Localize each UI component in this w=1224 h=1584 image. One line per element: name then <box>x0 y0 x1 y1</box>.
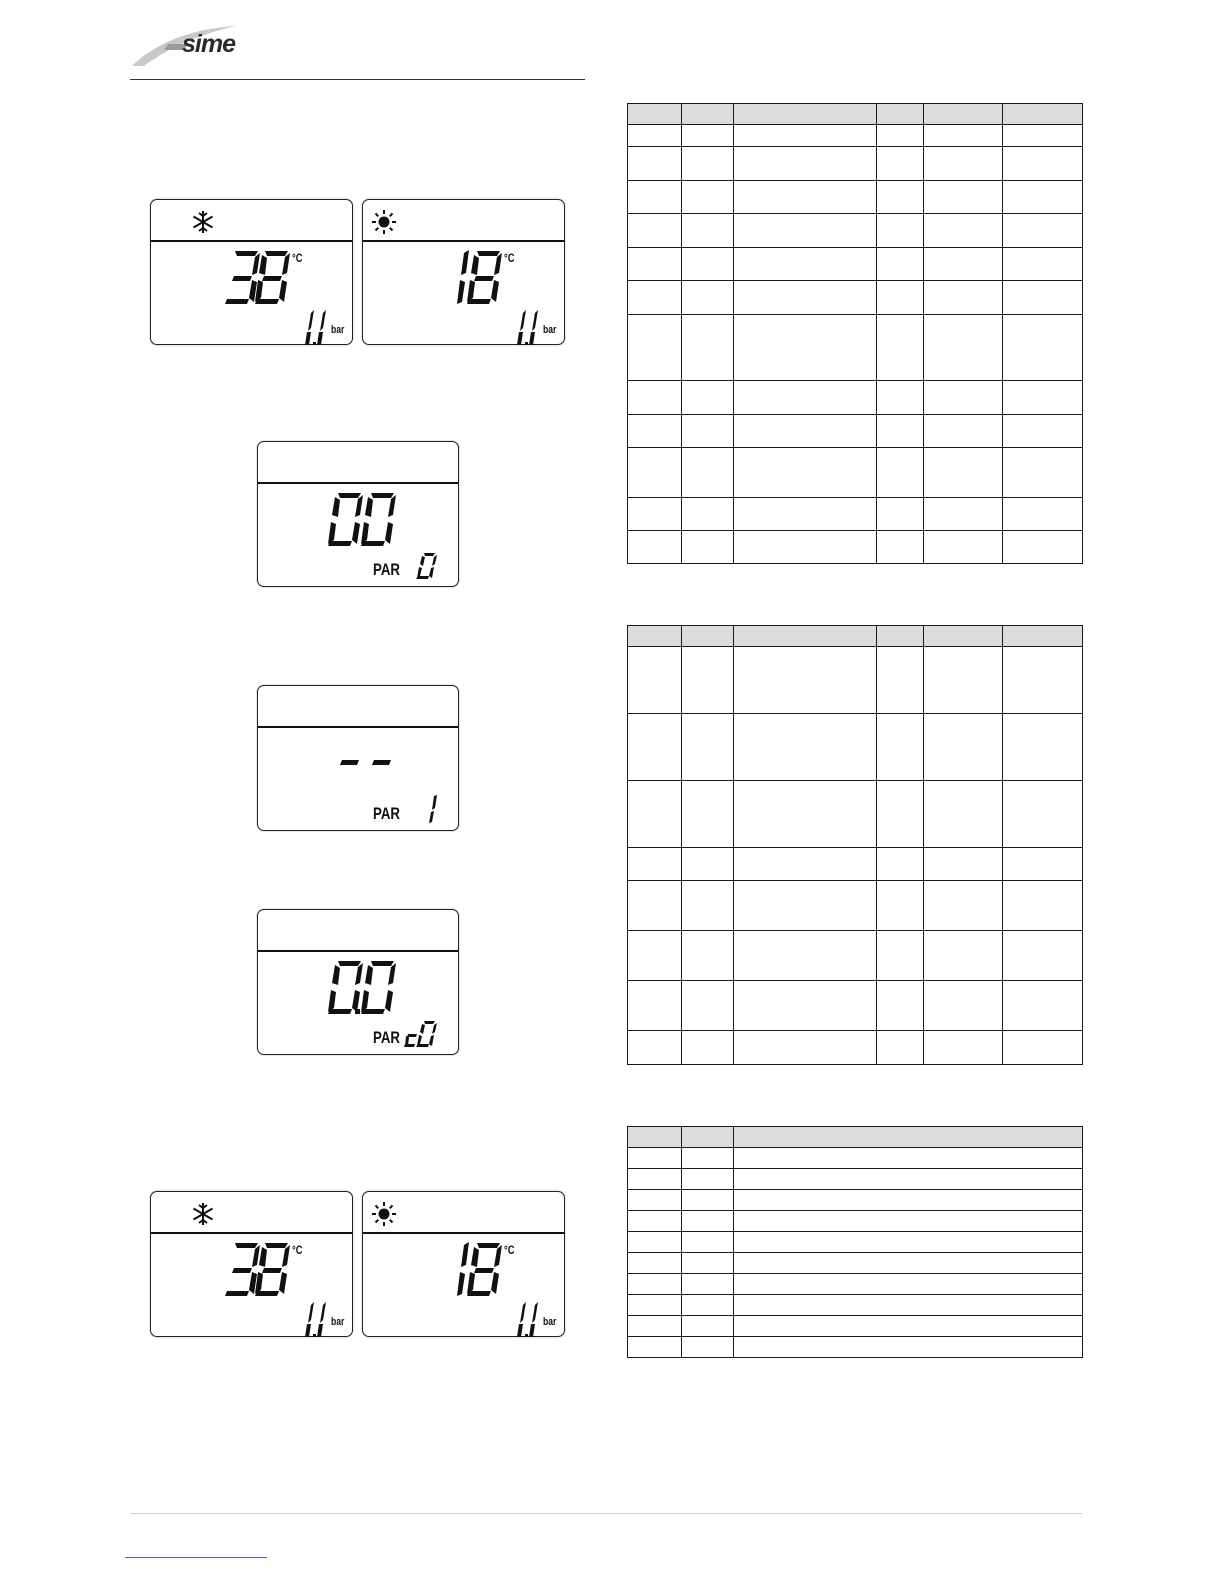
parameter-table-1 <box>627 103 1083 564</box>
parameter-table-2 <box>627 625 1083 1065</box>
header-divider <box>130 79 585 80</box>
table-header-row <box>628 104 1083 125</box>
table-row <box>628 1148 1083 1169</box>
digits-param-c0 <box>258 910 460 1056</box>
unit-bar: bar <box>331 324 345 336</box>
table-row <box>628 315 1083 381</box>
lcd-winter-bottom <box>150 1191 353 1337</box>
table-row <box>628 848 1083 881</box>
table-row <box>628 448 1083 498</box>
footer-divider <box>130 1513 1082 1514</box>
table-row <box>628 214 1083 248</box>
table-row <box>628 1295 1083 1316</box>
table-row <box>628 1253 1083 1274</box>
table-row <box>628 181 1083 214</box>
digits-winter-bottom <box>151 1192 354 1338</box>
digits-winter <box>151 200 354 346</box>
table-row <box>628 881 1083 931</box>
brand-name: sime <box>182 30 235 58</box>
unit-bar: bar <box>331 1316 345 1328</box>
digits-param-0 <box>258 442 460 588</box>
lcd-winter <box>150 199 353 345</box>
unit-bar: bar <box>543 1316 557 1328</box>
lcd-summer <box>362 199 565 345</box>
lcd-param-0 <box>257 441 459 587</box>
unit-celsius: °C <box>292 251 303 265</box>
unit-celsius: °C <box>504 251 515 265</box>
footer-link-underline[interactable] <box>125 1557 267 1558</box>
table-row <box>628 1337 1083 1358</box>
table-row <box>628 1211 1083 1232</box>
table-row <box>628 415 1083 448</box>
digits-summer-bottom <box>363 1192 566 1338</box>
table-row <box>628 147 1083 181</box>
table-row <box>628 931 1083 981</box>
table-row <box>628 1232 1083 1253</box>
par-label: PAR <box>373 560 401 579</box>
parameter-table-3 <box>627 1126 1083 1358</box>
table-row <box>628 381 1083 415</box>
table-row <box>628 248 1083 281</box>
table-row <box>628 714 1083 781</box>
par-label: PAR <box>373 1028 401 1047</box>
table-row <box>628 531 1083 564</box>
digits-param-1 <box>258 686 460 832</box>
table-row <box>628 1169 1083 1190</box>
unit-celsius: °C <box>292 1243 303 1257</box>
lcd-param-c0 <box>257 909 459 1055</box>
table-row <box>628 1316 1083 1337</box>
lcd-param-1 <box>257 685 459 831</box>
table-header-row <box>628 1127 1083 1148</box>
table-row <box>628 1274 1083 1295</box>
table-row <box>628 647 1083 714</box>
digits-summer <box>363 200 566 346</box>
table-row <box>628 498 1083 531</box>
unit-bar: bar <box>543 324 557 336</box>
table-row <box>628 281 1083 315</box>
table-row <box>628 125 1083 147</box>
table-row <box>628 1031 1083 1065</box>
table-row <box>628 981 1083 1031</box>
table-row <box>628 781 1083 848</box>
unit-celsius: °C <box>504 1243 515 1257</box>
par-label: PAR <box>373 804 401 823</box>
table-row <box>628 1190 1083 1211</box>
table-header-row <box>628 626 1083 647</box>
lcd-summer-bottom <box>362 1191 565 1337</box>
